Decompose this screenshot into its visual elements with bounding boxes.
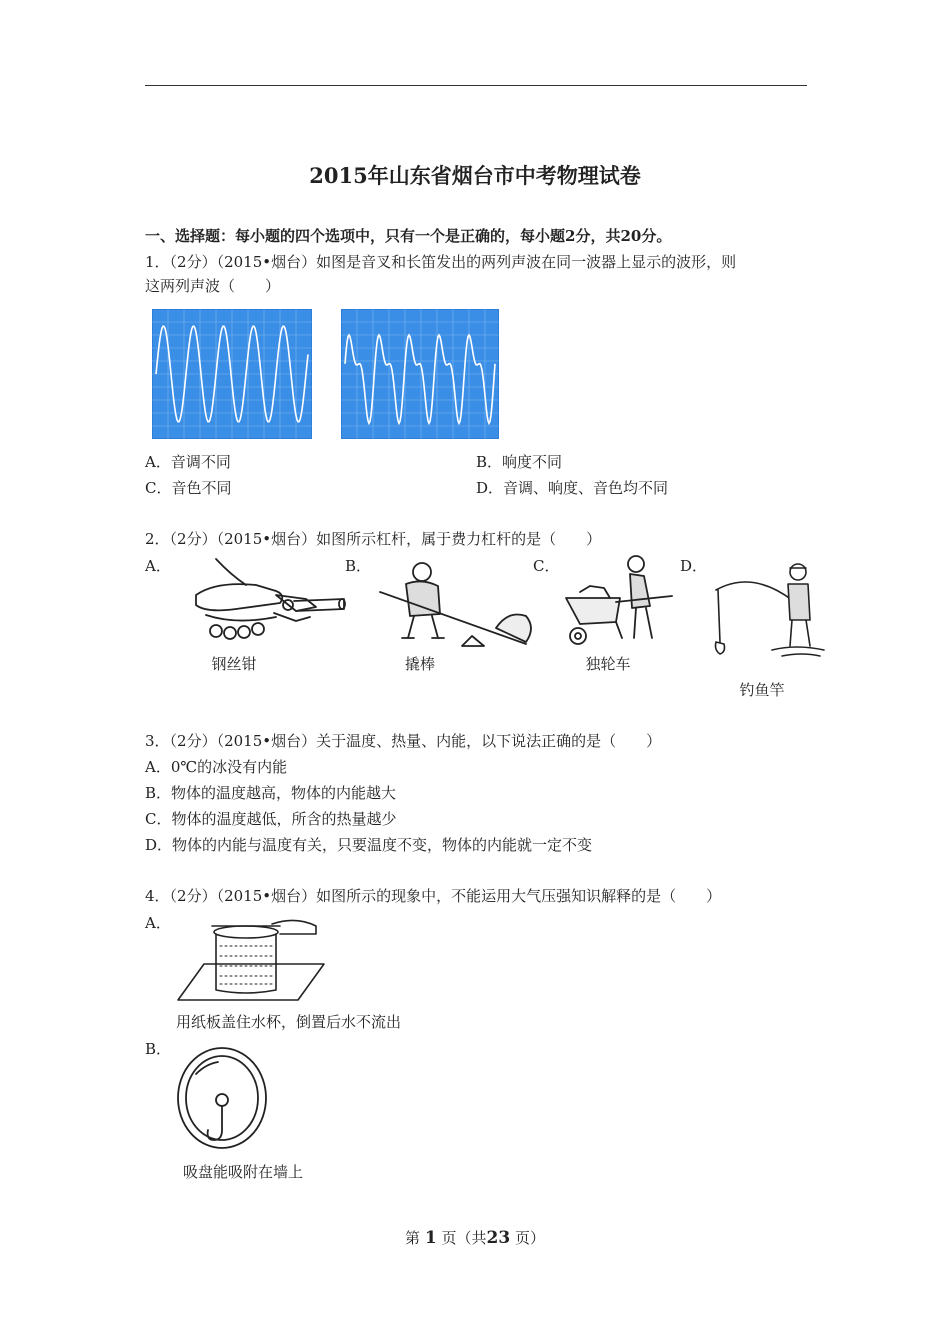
q2-letter-d: D．	[680, 557, 708, 575]
section-heading: 一、选择题：每小题的四个选项中，只有一个是正确的，每小题2分，共20分。	[145, 227, 672, 245]
suction-cup-illustration	[176, 1044, 268, 1152]
q4-stem: 4．（2分）（2015•烟台）如图所示的现象中，不能运用大气压强知识解释的是（ ）	[145, 887, 722, 905]
q2-letter-c: C．	[533, 557, 560, 575]
q2-caption-c: 独轮车	[585, 655, 631, 673]
page-title: 2015年山东省烟台市中考物理试卷	[309, 163, 641, 188]
q1-option-a: A．音调不同	[145, 453, 231, 471]
q1-stem-line1: 1．（2分）（2015•烟台）如图是音叉和长笛发出的两列声波在同一波器上显示的波形，则	[145, 253, 737, 271]
q3-option-b: B．物体的温度越高，物体的内能越大	[145, 784, 397, 802]
page-suffix: 页）	[514, 1229, 545, 1247]
q4-letter-a: A．	[145, 914, 171, 932]
q1-stem-line2: 这两列声波（ ）	[145, 277, 281, 295]
pliers-illustration	[176, 555, 346, 645]
q2-stem: 2．（2分）（2015•烟台）如图所示杠杆，属于费力杠杆的是（ ）	[145, 530, 602, 548]
q1-option-d: D．音调、响度、音色均不同	[476, 479, 669, 497]
q2-caption-d: 钓鱼竿	[739, 681, 785, 699]
q1-option-c: C．音色不同	[145, 479, 232, 497]
inverted-cup-illustration	[176, 912, 326, 1004]
wheelbarrow-illustration	[560, 552, 680, 648]
q3-stem: 3．（2分）（2015•烟台）关于温度、热量、内能，以下说法正确的是（ ）	[145, 732, 662, 750]
page-middle: 页（共	[441, 1229, 487, 1247]
q2-letter-b: B．	[345, 557, 372, 575]
q2-letter-a: A．	[145, 557, 171, 575]
header-rule	[145, 85, 807, 86]
q4-caption-b: 吸盘能吸附在墙上	[183, 1163, 304, 1181]
q1-option-b: B．响度不同	[476, 453, 563, 471]
q2-caption-b: 撬棒	[404, 655, 435, 673]
fishing-rod-illustration	[712, 560, 828, 666]
crowbar-illustration	[376, 558, 536, 648]
page-current: 1	[424, 1228, 437, 1248]
q3-option-d: D．物体的内能与温度有关，只要温度不变，物体的内能就一定不变	[145, 836, 593, 854]
tuning-fork-waveform	[152, 309, 312, 439]
q2-caption-a: 钢丝钳	[211, 655, 257, 673]
q4-caption-a: 用纸板盖住水杯，倒置后水不流出	[176, 1013, 402, 1031]
flute-waveform	[341, 309, 499, 439]
q3-option-c: C．物体的温度越低，所含的热量越少	[145, 810, 397, 828]
q3-option-a: A．0℃的冰没有内能	[145, 758, 288, 776]
page-number	[0, 1228, 950, 1248]
page-total: 23	[486, 1228, 511, 1248]
page-prefix: 第	[405, 1229, 421, 1247]
q4-letter-b: B．	[145, 1040, 172, 1058]
